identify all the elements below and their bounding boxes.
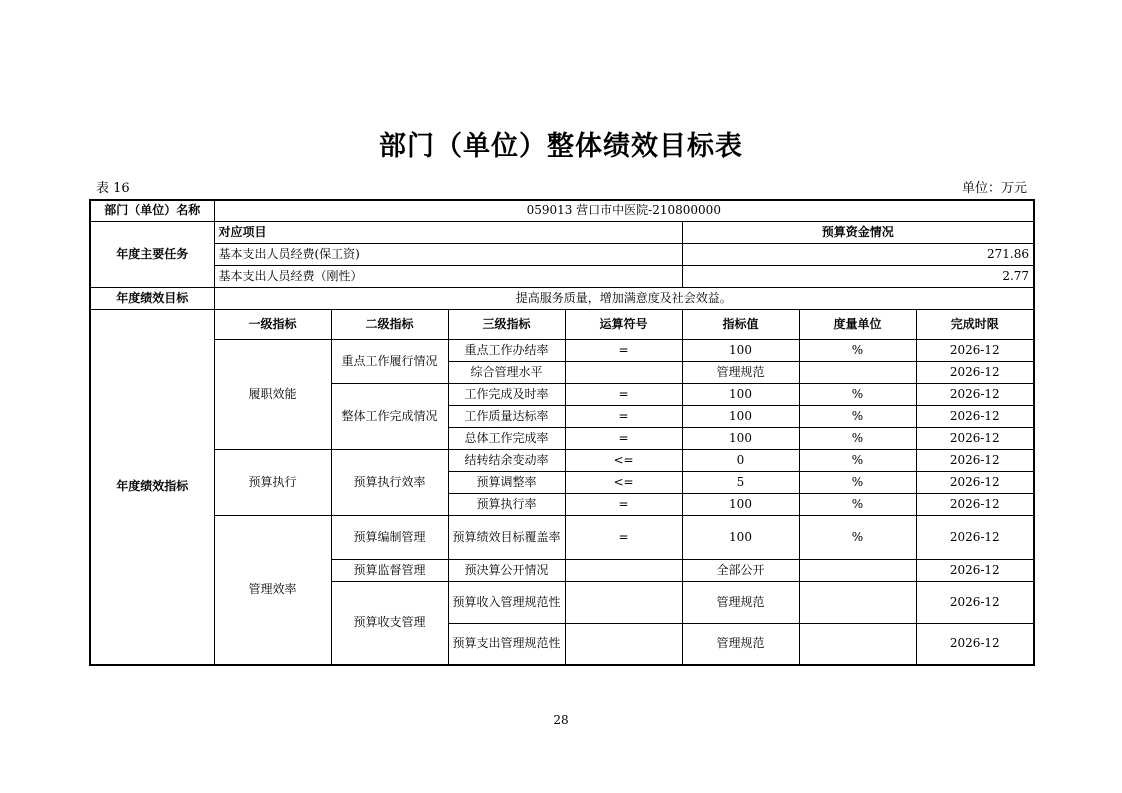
goal-text: 提高服务质量，增加满意度及社会效益。 [214, 287, 1034, 309]
table-row [90, 339, 1034, 361]
unit-cell: % [799, 383, 916, 405]
header-operator: 运算符号 [565, 309, 682, 339]
operator-cell [565, 581, 682, 623]
level3-cell: 工作完成及时率 [448, 383, 565, 405]
unit-label: 单位：万元 [961, 181, 1027, 196]
level2-cell: 预算编制管理 [331, 515, 448, 559]
deadline-cell: 2026-12 [916, 361, 1034, 383]
level2-cell: 预算执行效率 [331, 449, 448, 515]
value-cell: 0 [682, 449, 799, 471]
performance-target-table [89, 199, 1035, 666]
deadline-cell: 2026-12 [916, 427, 1034, 449]
value-cell: 100 [682, 339, 799, 361]
deadline-cell: 2026-12 [916, 449, 1034, 471]
task-amount: 271.86 [682, 243, 1034, 265]
table-number: 表 16 [96, 181, 130, 196]
level3-cell: 综合管理水平 [448, 361, 565, 383]
level2-cell: 预算收支管理 [331, 581, 448, 665]
level2-cell: 重点工作履行情况 [331, 339, 448, 383]
value-cell: 管理规范 [682, 361, 799, 383]
level3-cell: 预算执行率 [448, 493, 565, 515]
header-level1: 一级指标 [214, 309, 331, 339]
value-cell: 管理规范 [682, 581, 799, 623]
unit-cell: % [799, 339, 916, 361]
operator-cell: = [565, 515, 682, 559]
operator-cell: = [565, 339, 682, 361]
header-deadline: 完成时限 [916, 309, 1034, 339]
value-cell: 管理规范 [682, 623, 799, 665]
value-cell: 100 [682, 493, 799, 515]
level3-cell: 预决算公开情况 [448, 559, 565, 581]
operator-cell: = [565, 405, 682, 427]
level1-cell: 履职效能 [214, 339, 331, 449]
task-item: 基本支出人员经费(保工资) [214, 243, 682, 265]
task-item: 基本支出人员经费（刚性） [214, 265, 682, 287]
task-head-budget: 预算资金情况 [682, 221, 1034, 243]
dept-label: 部门（单位）名称 [90, 200, 214, 221]
deadline-cell: 2026-12 [916, 471, 1034, 493]
operator-cell: <= [565, 449, 682, 471]
unit-cell: % [799, 471, 916, 493]
value-cell: 5 [682, 471, 799, 493]
unit-cell [799, 559, 916, 581]
unit-cell: % [799, 515, 916, 559]
deadline-cell: 2026-12 [916, 515, 1034, 559]
unit-cell: % [799, 405, 916, 427]
value-cell: 100 [682, 405, 799, 427]
operator-cell: <= [565, 471, 682, 493]
header-unit: 度量单位 [799, 309, 916, 339]
dept-value: 059013 营口市中医院-210800000 [214, 200, 1034, 221]
table-row [90, 449, 1034, 471]
page-number: 28 [553, 713, 569, 727]
level3-cell: 重点工作办结率 [448, 339, 565, 361]
operator-cell: = [565, 383, 682, 405]
operator-cell [565, 361, 682, 383]
header-level2: 二级指标 [331, 309, 448, 339]
level3-cell: 总体工作完成率 [448, 427, 565, 449]
level3-cell: 预算调整率 [448, 471, 565, 493]
deadline-cell: 2026-12 [916, 581, 1034, 623]
deadline-cell: 2026-12 [916, 383, 1034, 405]
deadline-cell: 2026-12 [916, 493, 1034, 515]
level3-cell: 预算支出管理规范性 [448, 623, 565, 665]
indicator-label: 年度绩效指标 [90, 309, 214, 665]
value-cell: 100 [682, 427, 799, 449]
table-row [90, 515, 1034, 559]
level2-cell: 预算监督管理 [331, 559, 448, 581]
task-amount: 2.77 [682, 265, 1034, 287]
value-cell: 全部公开 [682, 559, 799, 581]
unit-cell [799, 361, 916, 383]
operator-cell: = [565, 427, 682, 449]
unit-cell [799, 581, 916, 623]
unit-cell: % [799, 427, 916, 449]
value-cell: 100 [682, 515, 799, 559]
deadline-cell: 2026-12 [916, 339, 1034, 361]
level1-cell: 预算执行 [214, 449, 331, 515]
value-cell: 100 [682, 383, 799, 405]
goal-label: 年度绩效目标 [90, 287, 214, 309]
operator-cell: = [565, 493, 682, 515]
level3-cell: 结转结余变动率 [448, 449, 565, 471]
task-label: 年度主要任务 [90, 221, 214, 287]
level2-cell: 整体工作完成情况 [331, 383, 448, 449]
operator-cell [565, 623, 682, 665]
header-value: 指标值 [682, 309, 799, 339]
deadline-cell: 2026-12 [916, 405, 1034, 427]
header-level3: 三级指标 [448, 309, 565, 339]
level3-cell: 工作质量达标率 [448, 405, 565, 427]
deadline-cell: 2026-12 [916, 559, 1034, 581]
task-head-item: 对应项目 [214, 221, 682, 243]
page-title: 部门（单位）整体绩效目标表 [379, 131, 743, 162]
deadline-cell: 2026-12 [916, 623, 1034, 665]
unit-cell [799, 623, 916, 665]
operator-cell [565, 559, 682, 581]
unit-cell: % [799, 449, 916, 471]
level1-cell: 管理效率 [214, 515, 331, 665]
level3-cell: 预算收入管理规范性 [448, 581, 565, 623]
unit-cell: % [799, 493, 916, 515]
level3-cell: 预算绩效目标覆盖率 [448, 515, 565, 559]
